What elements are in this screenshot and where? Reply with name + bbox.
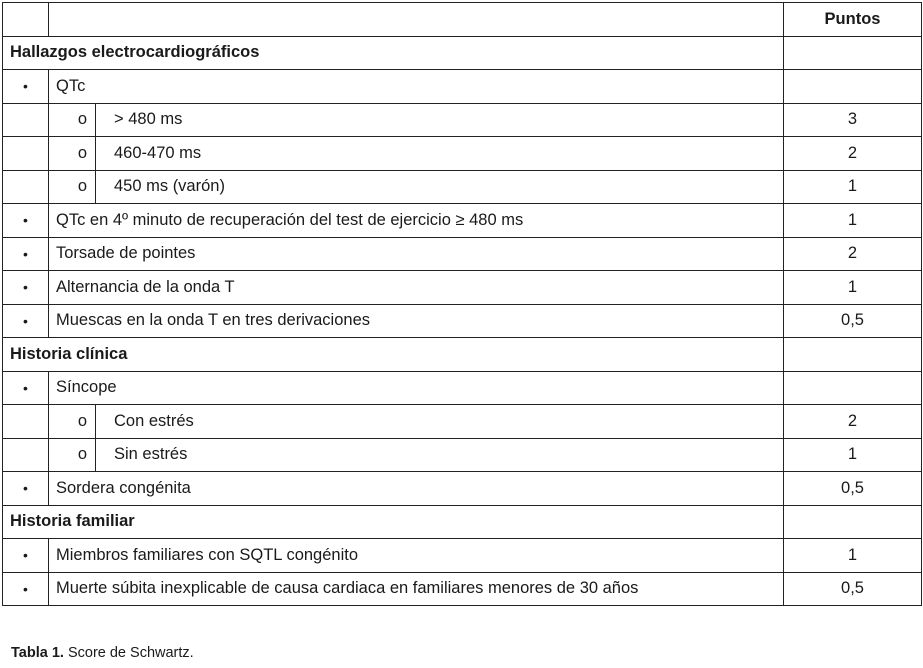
sub-item-label: Sin estrés (96, 438, 784, 472)
indent-cell (3, 170, 49, 204)
points-column-header: Puntos (784, 3, 922, 37)
sub-item-label: 460-470 ms (96, 137, 784, 171)
bullet-marker: • (3, 304, 49, 338)
section-title: Historia clínica (3, 338, 784, 372)
caption-label: Tabla 1. (11, 645, 64, 661)
sub-bullet-marker: o (49, 170, 96, 204)
section-title: Historia familiar (3, 505, 784, 539)
item-label: Alternancia de la onda T (49, 271, 784, 305)
indent-cell (3, 438, 49, 472)
table-row (3, 371, 922, 405)
spacer-cell (3, 606, 922, 647)
table-row (3, 304, 922, 338)
table-row (3, 472, 922, 506)
points-value: 3 (784, 103, 922, 137)
table-row (3, 572, 922, 606)
sub-item-label: Con estrés (96, 405, 784, 439)
table-row (3, 237, 922, 271)
caption-text: Score de Schwartz. (67, 645, 194, 661)
table-row (3, 103, 922, 137)
points-value (784, 371, 922, 405)
indent-cell (3, 405, 49, 439)
section-points-cell (784, 338, 922, 372)
points-value: 0,5 (784, 472, 922, 506)
schwartz-score-table (2, 2, 922, 646)
spacer-row (3, 606, 922, 647)
bullet-marker: • (3, 572, 49, 606)
points-value: 1 (784, 170, 922, 204)
section-row (3, 36, 922, 70)
item-label: Torsade de pointes (49, 237, 784, 271)
sub-bullet-marker: o (49, 103, 96, 137)
points-value: 1 (784, 204, 922, 238)
points-value: 0,5 (784, 304, 922, 338)
points-value (784, 70, 922, 104)
section-row (3, 505, 922, 539)
points-value: 1 (784, 539, 922, 573)
header-row (3, 3, 922, 37)
table-body (3, 3, 922, 647)
section-points-cell (784, 36, 922, 70)
sub-item-label: 450 ms (varón) (96, 170, 784, 204)
sub-item-label: > 480 ms (96, 103, 784, 137)
sub-bullet-marker: o (49, 137, 96, 171)
header-empty-cell-1 (3, 3, 49, 37)
table-row (3, 70, 922, 104)
bullet-marker: • (3, 472, 49, 506)
points-value: 2 (784, 137, 922, 171)
bullet-marker: • (3, 70, 49, 104)
table-row (3, 438, 922, 472)
bullet-marker: • (3, 539, 49, 573)
item-label: QTc (49, 70, 784, 104)
points-value: 1 (784, 271, 922, 305)
indent-cell (3, 137, 49, 171)
indent-cell (3, 103, 49, 137)
table-row (3, 405, 922, 439)
sub-bullet-marker: o (49, 438, 96, 472)
item-label: Sordera congénita (49, 472, 784, 506)
points-value: 2 (784, 405, 922, 439)
points-value: 0,5 (784, 572, 922, 606)
bullet-marker: • (3, 371, 49, 405)
header-empty-cell-2 (49, 3, 784, 37)
table-row (3, 204, 922, 238)
bullet-marker: • (3, 204, 49, 238)
section-points-cell (784, 505, 922, 539)
sub-bullet-marker: o (49, 405, 96, 439)
bullet-marker: • (3, 271, 49, 305)
section-row (3, 338, 922, 372)
table-caption (11, 645, 194, 661)
table-row (3, 539, 922, 573)
item-label: Miembros familiares con SQTL congénito (49, 539, 784, 573)
item-label: Muerte súbita inexplicable de causa cardiaca en familiares menores de 30 años (49, 572, 784, 606)
table-row (3, 137, 922, 171)
points-value: 2 (784, 237, 922, 271)
points-value: 1 (784, 438, 922, 472)
item-label: QTc en 4º minuto de recuperación del test de ejercicio ≥ 480 ms (49, 204, 784, 238)
item-label: Síncope (49, 371, 784, 405)
table-row (3, 170, 922, 204)
table-row (3, 271, 922, 305)
item-label: Muescas en la onda T en tres derivaciones (49, 304, 784, 338)
section-title: Hallazgos electrocardiográficos (3, 36, 784, 70)
bullet-marker: • (3, 237, 49, 271)
